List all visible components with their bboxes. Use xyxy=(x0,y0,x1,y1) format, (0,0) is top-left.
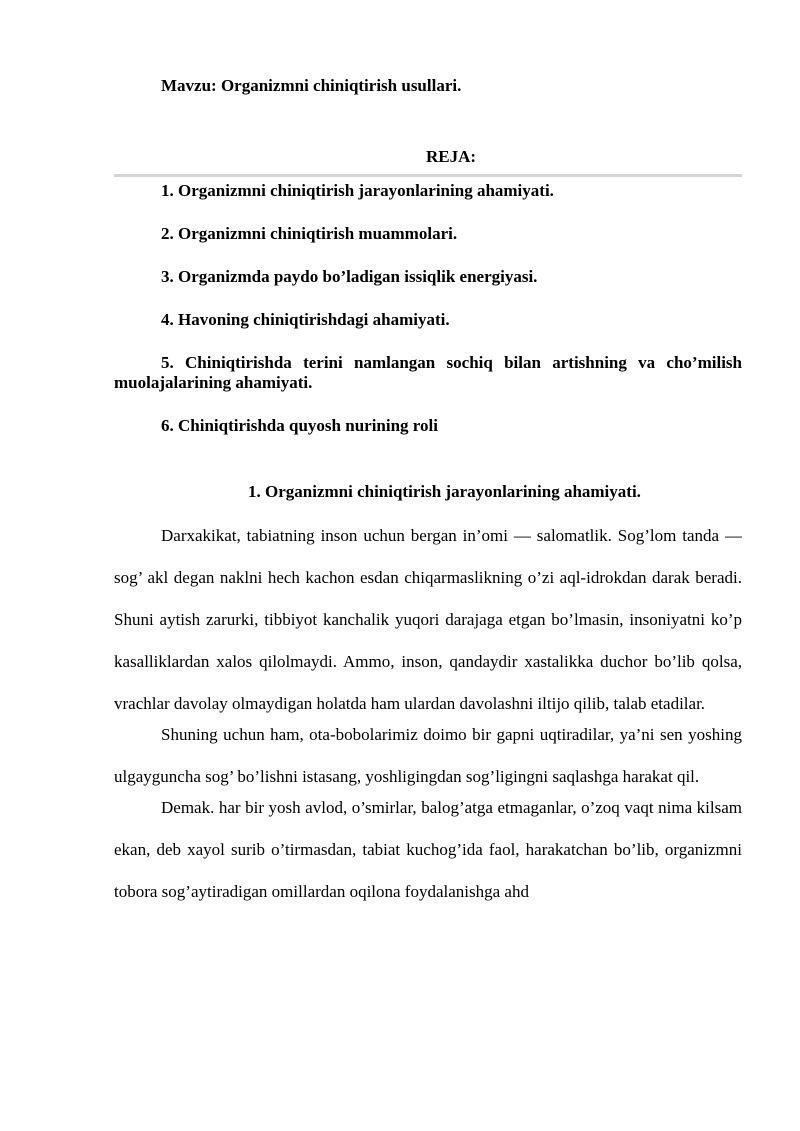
plan-item: 4. Havoning chiniqtirishdagi ahamiyati. xyxy=(161,310,450,329)
paragraph: Darxakikat, tabiatning inson uchun bergan in’omi — salomatlik. Sog’lom tanda —sog’ akl degan naklni hech kachon esdan chiqarmaslikning o’zi aql-idrokdan darak beradi. Shuni aytish zarurki, tibbiyot kanchalik yuqori darajaga etgan bo’lmasin, insoniyatni ko’p kasalliklardan xalos qilolmaydi. Ammo, inson, qandaydir xastalikka duchor bo’lib qolsa, vrachlar davolay olmaydigan holatda ham ulardan davolashni iltijo qilib, talab etadilar. xyxy=(114,526,742,713)
document-topic: Mavzu: Organizmni chiniqtirish usullari. xyxy=(161,76,462,95)
plan-list xyxy=(114,181,742,459)
paragraph: Shuning uchun ham, ota-bobolarimiz doimo bir gapni uqtiradilar, ya’ni sen yoshing ulgayguncha sog’ bo’lishni istasang, yoshligingdan sog’ligingni saqlashga harakat qil. xyxy=(114,725,742,786)
plan-item: 1. Organizmni chiniqtirish jarayonlarining ahamiyati. xyxy=(161,181,554,200)
section-heading: 1. Organizmni chiniqtirish jarayonlarining ahamiyati. xyxy=(248,482,641,501)
plan-title: REJA: xyxy=(426,147,477,166)
body-text xyxy=(114,526,742,913)
plan-item: 5. Chiniqtirishda terini namlangan sochiq bilan artishning va cho’milish muolajalarining ahamiyati. xyxy=(114,353,742,392)
plan-item: 6. Chiniqtirishda quyosh nurining roli xyxy=(161,416,438,435)
divider-line xyxy=(114,174,742,177)
plan-item: 2. Organizmni chiniqtirish muammolari. xyxy=(161,224,458,243)
plan-item: 3. Organizmda paydo bo’ladigan issiqlik energiyasi. xyxy=(161,267,538,286)
paragraph: Demak. har bir yosh avlod, o’smirlar, balog’atga etmaganlar, o’zoq vaqt nima kilsam ekan, deb xayol surib o’tirmasdan, tabiat kuchog’ida faol, harakatchan bo’lib, organizmni tobora sog’aytiradigan omillardan oqilona foydalanishga ahd xyxy=(114,798,742,901)
